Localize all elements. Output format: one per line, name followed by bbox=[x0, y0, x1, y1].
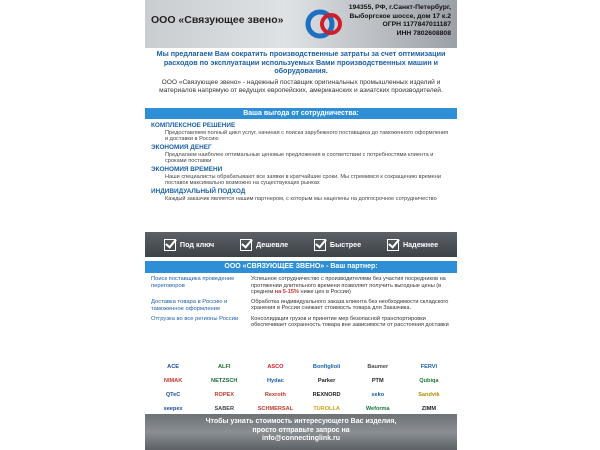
brand-logo: Baumer bbox=[367, 364, 389, 370]
brand-logo: Sandvik bbox=[418, 392, 440, 398]
partner-section bbox=[145, 276, 457, 332]
brand-logo: NIMAK bbox=[163, 378, 183, 384]
partner-row-title: Доставка товара в Россию и таможенное оформление bbox=[151, 298, 228, 312]
advantage-item bbox=[314, 239, 361, 251]
email-link[interactable]: info@connectinglink.ru bbox=[262, 435, 340, 442]
brand-logo: FERVI bbox=[420, 364, 438, 370]
brand-logo: Hydac bbox=[267, 378, 284, 384]
partner-row-text: Обработка индивидуального заказа клиента без необходимости складского хранения в России снижает стоимость товара для Заказчика. bbox=[251, 298, 449, 312]
partner-row bbox=[145, 316, 457, 329]
benefit-title: КОМПЛЕКСНОЕ РЕШЕНИЕ bbox=[151, 122, 236, 129]
text-segment: ниже цен в России) bbox=[298, 289, 351, 296]
inn-line: ИНН 7802608808 bbox=[396, 29, 451, 37]
footer bbox=[145, 414, 457, 450]
brand-logo: ALFI bbox=[218, 364, 231, 370]
partner-row-text: Консолидация грузов и принятие мер безопасной транспортировки обеспечивает сохранность товара вне зависимости от расстояния доставки bbox=[251, 315, 449, 329]
brand-logo: ACE bbox=[167, 364, 179, 370]
advantage-item bbox=[164, 239, 214, 251]
intro-lead: Мы предлагаем Вам сократить производственные затраты за счет оптимизации расходов по эксплуатации используемых Вами производственных машин и оборудования. bbox=[156, 49, 446, 75]
benefit-title: ЭКОНОМИЯ ДЕНЕГ bbox=[151, 144, 212, 152]
advantage-label: Дешевле bbox=[256, 240, 289, 249]
brand-logo: SABER bbox=[214, 406, 235, 412]
address-block bbox=[349, 4, 451, 38]
partner-heading: ООО «СВЯЗУЮЩЕЕ ЗВЕНО» - Ваш партнер: bbox=[145, 261, 457, 273]
advantage-label: Под ключ bbox=[179, 240, 215, 249]
benefit-desc: Каждый заказчик является нашим партнером, с которым мы нацелены на долгосрочное сотрудничество bbox=[165, 195, 437, 202]
partner-row bbox=[145, 276, 457, 296]
footer-text: просто отправьте запрос на bbox=[252, 426, 350, 434]
footer-text: Чтобы узнать стоимость интересующего Вас изделия, bbox=[205, 418, 397, 425]
checkbox-check-icon bbox=[164, 239, 176, 251]
address-line: 194355, РФ, г.Санкт-Петербург, bbox=[348, 4, 451, 11]
ogrn-line: ОГРН 1177847011187 bbox=[382, 21, 451, 29]
brand-logos-grid bbox=[149, 361, 453, 415]
benefit-title: ЭКОНОМИЯ ВРЕМЕНИ bbox=[151, 166, 223, 174]
checkbox-check-icon bbox=[387, 239, 399, 251]
brand-logo: QTeC bbox=[165, 392, 181, 398]
brand-logo: PTM bbox=[371, 378, 384, 384]
checkbox-check-icon bbox=[240, 239, 252, 251]
partner-row-title: Поиск поставщика проведение переговоров bbox=[151, 276, 235, 289]
benefit-desc: Предлагаем наиболее оптимальные ценовые предложения в соответствии с потребностями клиента и сроками поставки bbox=[165, 151, 434, 165]
flyer bbox=[145, 0, 457, 450]
brand-logo: ZIMM bbox=[421, 406, 437, 412]
partner-row-text bbox=[245, 276, 449, 296]
brand-logo: Qubiqa bbox=[419, 378, 439, 384]
intro bbox=[153, 50, 449, 95]
checkbox-check-icon bbox=[314, 239, 326, 251]
benefit-title: ИНДИВИДУАЛЬНЫЙ ПОДХОД bbox=[151, 188, 246, 196]
partner-row-title: Отгрузка во все регионы России bbox=[151, 315, 239, 322]
header bbox=[145, 0, 457, 48]
brand-logo: SCHMERSAL bbox=[257, 406, 294, 412]
discount-highlight: на 5-15% bbox=[274, 289, 299, 296]
advantage-item bbox=[240, 239, 288, 251]
benefits-list bbox=[151, 122, 451, 204]
advantage-label: Быстрее bbox=[329, 240, 362, 249]
advantage-item bbox=[387, 239, 438, 251]
company-logo-icon bbox=[305, 6, 345, 42]
address-line: Выборгское шоссе, дом 17 к.2 bbox=[349, 12, 451, 20]
brand-logo: ROPEX bbox=[214, 392, 235, 398]
brand-logo: Weforma bbox=[365, 406, 390, 412]
company-name: ООО «Связующее звено» bbox=[151, 14, 284, 26]
partner-row bbox=[145, 299, 457, 313]
brand-logo: Bonfiglioli bbox=[312, 364, 341, 370]
benefit-desc: Наши специалисты обрабатывают все заявки в кратчайшие сроки. Мы стремимся к сокращению времени поставок максимально возможно на существующих рынках bbox=[165, 173, 441, 187]
advantage-label: Надежнее bbox=[402, 240, 439, 249]
brand-logo: ASCO bbox=[267, 364, 284, 370]
text-segment: Успешное сотрудничество с производителями без участия посредников на протяжении длительного времени позволяет получить выгодные цены (в среднем bbox=[251, 276, 446, 296]
intro-text: ООО «Связующее звено» - надежный поставщик оригинальных промышленных изделий и материалов напрямую от ведущих европейских, американских и азиатских производителей. bbox=[159, 78, 443, 94]
benefits-heading: Ваша выгода от сотрудничества: bbox=[145, 108, 457, 119]
brand-logo: Parker bbox=[317, 378, 336, 384]
brand-logo: seko bbox=[371, 392, 385, 398]
brand-logo: REXNORD bbox=[312, 392, 341, 398]
brand-logo: TUROLLA bbox=[313, 406, 340, 412]
brand-logo: seepex bbox=[163, 406, 183, 412]
advantages-strip bbox=[145, 232, 457, 257]
brand-logo: NETZSCH bbox=[211, 378, 238, 384]
benefit-desc: Предоставляем полный цикл услуг, начиная с поиска зарубежного поставщика до таможенного оформления и доставки в Россию bbox=[165, 129, 449, 143]
brand-logo: Rexroth bbox=[264, 392, 286, 398]
